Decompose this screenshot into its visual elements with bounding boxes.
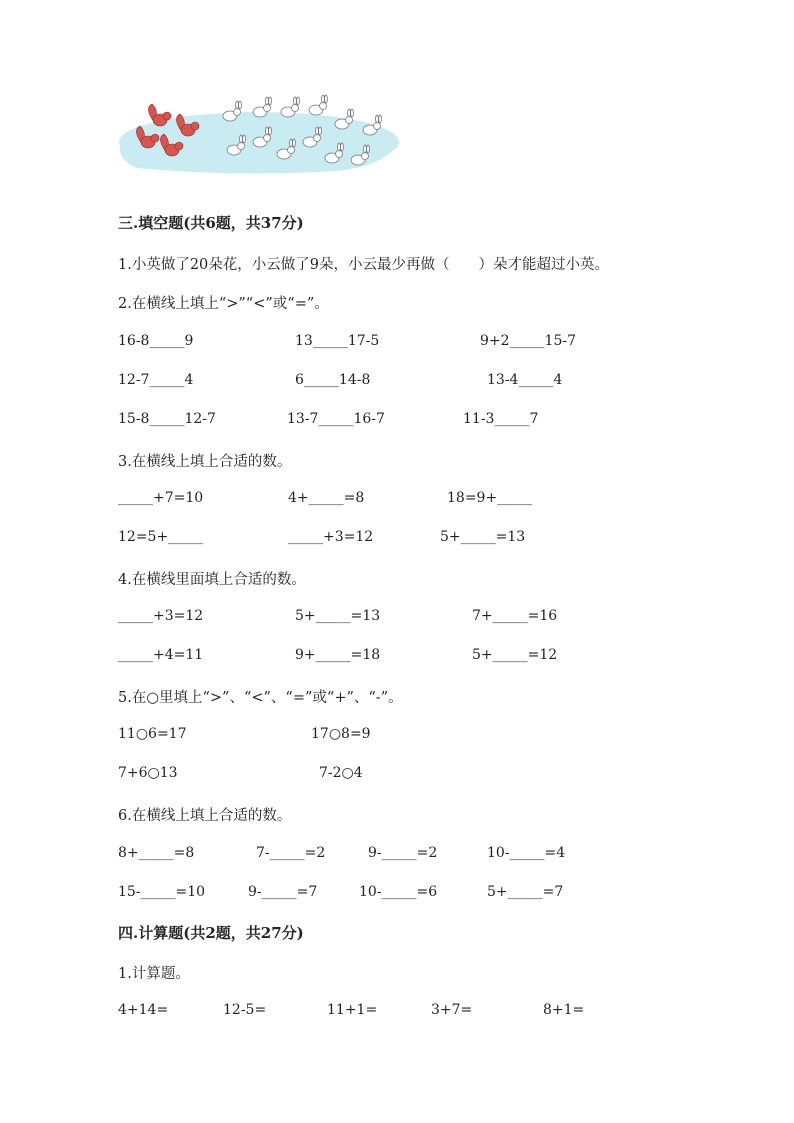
question-3-title: 3.在横线上填上合适的数。 [118, 454, 292, 470]
q2-item: 16-8_____9 [118, 333, 194, 349]
calc-item: 12-5= [223, 1002, 267, 1018]
q4-item: _____+3=12 [118, 608, 204, 624]
q6-item: 10-_____=4 [487, 845, 566, 861]
q4-item: 7+_____=16 [472, 608, 558, 624]
q5-item: 7-2○4 [319, 765, 363, 781]
question-1: 1.小英做了20朵花，小云做了9朵，小云最少再做（ ）朵才能超过小英。 [118, 257, 610, 273]
question-6-title: 6.在横线上填上合适的数。 [118, 808, 292, 824]
q6-item: 5+_____=7 [487, 884, 564, 900]
q6-item: 9-_____=2 [368, 845, 438, 861]
q2-item: 15-8_____12-7 [118, 411, 216, 427]
q2-item: 13-4_____4 [487, 372, 563, 388]
q3-item: 18=9+_____ [447, 490, 533, 506]
q4-item: _____+4=11 [118, 647, 204, 663]
q6-item: 7-_____=2 [256, 845, 326, 861]
q2-item: 11-3_____7 [463, 411, 539, 427]
q2-item: 6_____14-8 [295, 372, 371, 388]
calc-item: 3+7= [431, 1002, 473, 1018]
q6-item: 10-_____=6 [359, 884, 438, 900]
q2-item: 12-7_____4 [118, 372, 194, 388]
q2-item: 13-7_____16-7 [287, 411, 385, 427]
q2-item: 9+2_____15-7 [480, 333, 576, 349]
question-2-title: 2.在横线上填上“>”“<”或“=”。 [118, 296, 329, 312]
q6-item: 9-_____=7 [248, 884, 318, 900]
section4-title: 四.计算题(共2题，共27分) [118, 924, 304, 942]
q6-item: 15-_____=10 [118, 884, 206, 900]
q3-item: 4+_____=8 [288, 490, 365, 506]
calc-item: 8+1= [543, 1002, 585, 1018]
squirrels-rabbits-illustration [118, 92, 400, 174]
q2-item: 13_____17-5 [295, 333, 380, 349]
calc-item: 4+14= [118, 1002, 169, 1018]
q6-item: 8+_____=8 [118, 845, 195, 861]
question-4-title: 4.在横线里面填上合适的数。 [118, 572, 306, 588]
q3-item: _____+3=12 [288, 529, 374, 545]
q3-item: _____+7=10 [118, 490, 204, 506]
question-5-title: 5.在○里填上“>”、“<”、“=”或“+”、“-”。 [118, 690, 403, 706]
q3-item: 5+_____=13 [440, 529, 526, 545]
section3-title: 三.填空题(共6题，共37分) [118, 214, 304, 232]
q4-item: 5+_____=13 [295, 608, 381, 624]
q4-item: 9+_____=18 [295, 647, 381, 663]
q5-item: 7+6○13 [118, 765, 178, 781]
q5-item: 11○6=17 [118, 726, 187, 742]
section4-question-1-title: 1.计算题。 [118, 966, 190, 982]
calc-item: 11+1= [327, 1002, 378, 1018]
q4-item: 5+_____=12 [472, 647, 558, 663]
q3-item: 12=5+_____ [118, 529, 204, 545]
q5-item: 17○8=9 [311, 726, 371, 742]
